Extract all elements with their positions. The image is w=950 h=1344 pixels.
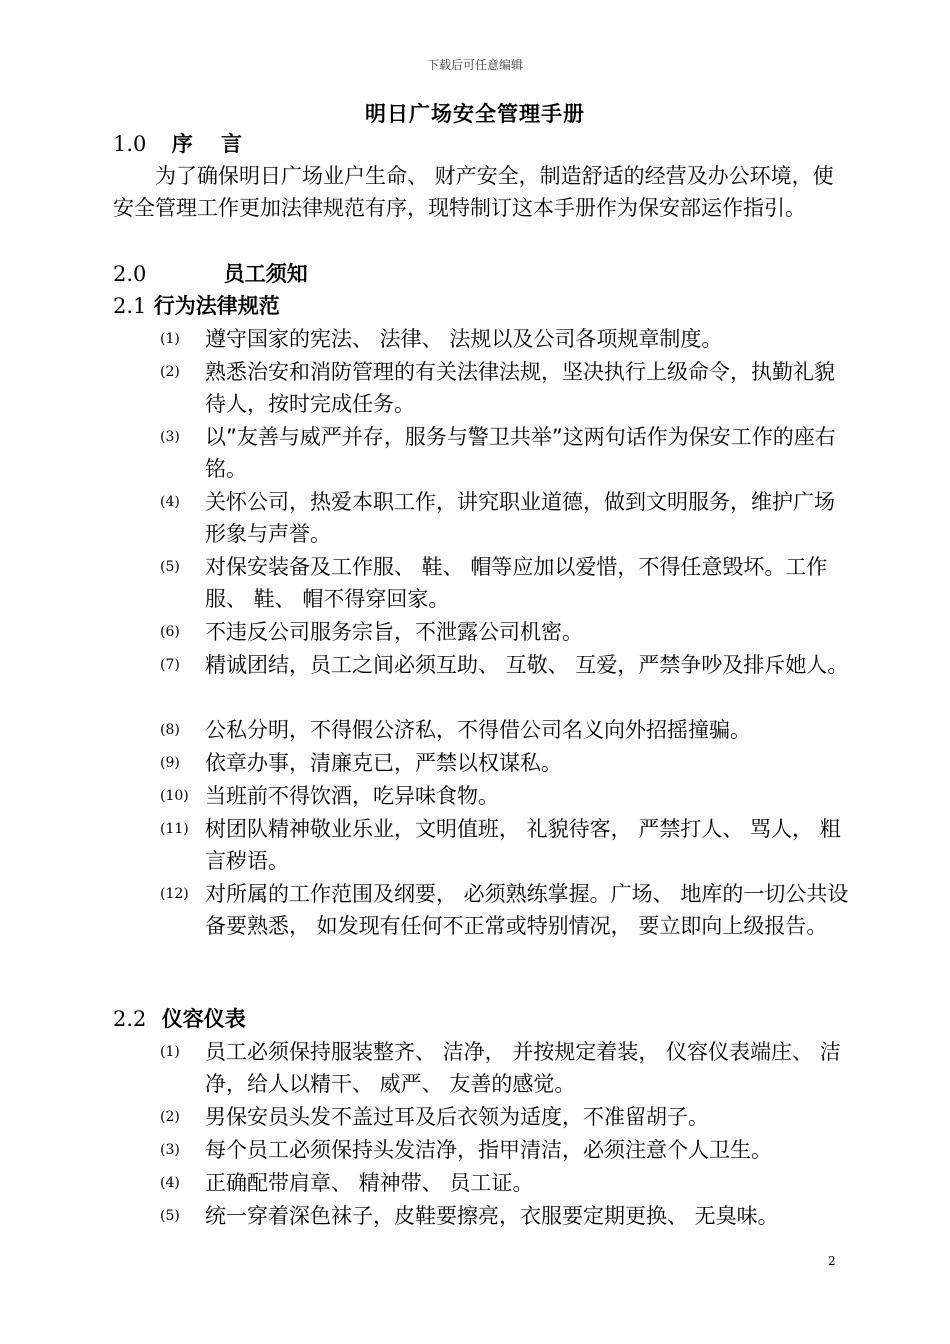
list-item-text: 遵守国家的宪法、 法律、 法规以及公司各项规章制度。	[205, 327, 723, 351]
list-marker: (10)	[160, 788, 189, 804]
list-item	[160, 1101, 850, 1133]
list-item	[160, 747, 850, 779]
list-item-text: 对所属的工作范围及纲要， 必须熟练掌握。广场、 地库的一切公共设备要熟悉， 如发现有任何不正常或特别情况， 要立即向上级报告。	[205, 882, 849, 938]
list-marker: (4)	[160, 494, 180, 510]
list-item-text: 当班前不得饮酒，吃异味食物。	[205, 784, 499, 808]
list-item	[160, 1200, 850, 1232]
list-item	[160, 1134, 850, 1166]
list-marker: (6)	[160, 624, 180, 640]
list-item	[160, 323, 850, 355]
list-item	[160, 1167, 850, 1199]
list-item	[160, 421, 850, 485]
list-marker: (4)	[160, 1175, 180, 1191]
section-heading-2	[113, 258, 308, 290]
list-marker: (8)	[160, 722, 180, 738]
list-marker: (2)	[160, 1109, 180, 1125]
list-item	[160, 356, 850, 420]
list-item-text: 统一穿着深色袜子，皮鞋要擦亮，衣服要定期更换、 无臭味。	[205, 1204, 779, 1228]
list-marker: (11)	[160, 821, 189, 837]
list-item-text: 对保安装备及工作服、 鞋、 帽等应加以爱惜，不得任意毁坏。工作服、 鞋、 帽不得穿回家。	[205, 555, 828, 611]
section-heading-1	[113, 128, 242, 160]
list-item-text: 员工必须保持服装整齐、 洁净， 并按规定着装， 仪容仪表端庄、 洁净，给人以精干、 威严、 友善的感觉。	[205, 1040, 841, 1096]
list-marker: (1)	[160, 331, 180, 347]
section-label: 行为法律规范	[153, 294, 280, 318]
list-item	[160, 486, 850, 550]
section-heading-2-2	[113, 1003, 246, 1035]
list-item	[160, 813, 850, 877]
list-item	[160, 1036, 850, 1100]
list-marker: (5)	[160, 559, 180, 575]
list-marker: (3)	[160, 429, 180, 445]
list-item-text: 每个员工必须保持头发洁净，指甲清洁，必须注意个人卫生。	[205, 1138, 772, 1162]
list-item-text: 关怀公司，热爱本职工作，讲究职业道德，做到文明服务，维护广场形象与声誉。	[205, 490, 835, 546]
section-number: 2.0	[113, 262, 147, 286]
list-marker: (5)	[160, 1208, 180, 1224]
page-number: 2	[828, 1254, 836, 1268]
section-number: 2.1	[113, 294, 147, 318]
list-item	[160, 649, 850, 681]
list-marker: (2)	[160, 364, 180, 380]
list-item-text: 公私分明，不得假公济私，不得借公司名义向外招摇撞骗。	[205, 718, 751, 742]
list-marker: (7)	[160, 657, 180, 673]
list-marker: (1)	[160, 1044, 180, 1060]
list-item-text: 男保安员头发不盖过耳及后衣领为适度，不准留胡子。	[205, 1105, 709, 1129]
list-item-text: 依章办事，清廉克已，严禁以权谋私。	[205, 751, 562, 775]
section-label: 员工须知	[223, 262, 308, 286]
list-item-text: 树团队精神敬业乐业，文明值班， 礼貌待客， 严禁打人、 骂人， 粗言秽语。	[205, 817, 841, 873]
list-marker: (3)	[160, 1142, 180, 1158]
list-item	[160, 714, 850, 746]
list-item	[160, 551, 850, 615]
section-number: 2.2	[113, 1007, 147, 1031]
list-item-text: 熟悉治安和消防管理的有关法律法规，坚决执行上级命令，执勤礼貌待人，按时完成任务。	[205, 360, 835, 416]
list-item	[160, 780, 850, 812]
list-marker: (12)	[160, 886, 189, 902]
list-item-text: 不违反公司服务宗旨，不泄露公司机密。	[205, 620, 583, 644]
document-title: 明日广场安全管理手册	[365, 102, 585, 126]
list-item-text: 正确配带肩章、 精神带、 员工证。	[205, 1171, 534, 1195]
list-item-text: 精诚团结，员工之间必须互助、 互敬、 互爱，严禁争吵及排斥她人。	[205, 653, 849, 677]
list-item-text: 以”友善与威严并存，服务与警卫共举”这两句话作为保安工作的座右铭。	[205, 425, 836, 481]
list-item	[160, 616, 850, 648]
header-note: 下载后可任意编辑	[426, 58, 523, 72]
list-marker: (9)	[160, 755, 180, 771]
section-label: 仪容仪表	[161, 1007, 246, 1031]
section-heading-2-1	[113, 290, 280, 322]
section-label: 序 言	[171, 132, 243, 156]
section-number: 1.0	[113, 132, 147, 156]
preface-paragraph: 为了确保明日广场业户生命、 财产安全，制造舒适的经营及办公环境，使安全管理工作更加法律规范有序，现特制订这本手册作为保安部运作指引。	[113, 164, 834, 220]
list-item	[160, 878, 850, 942]
